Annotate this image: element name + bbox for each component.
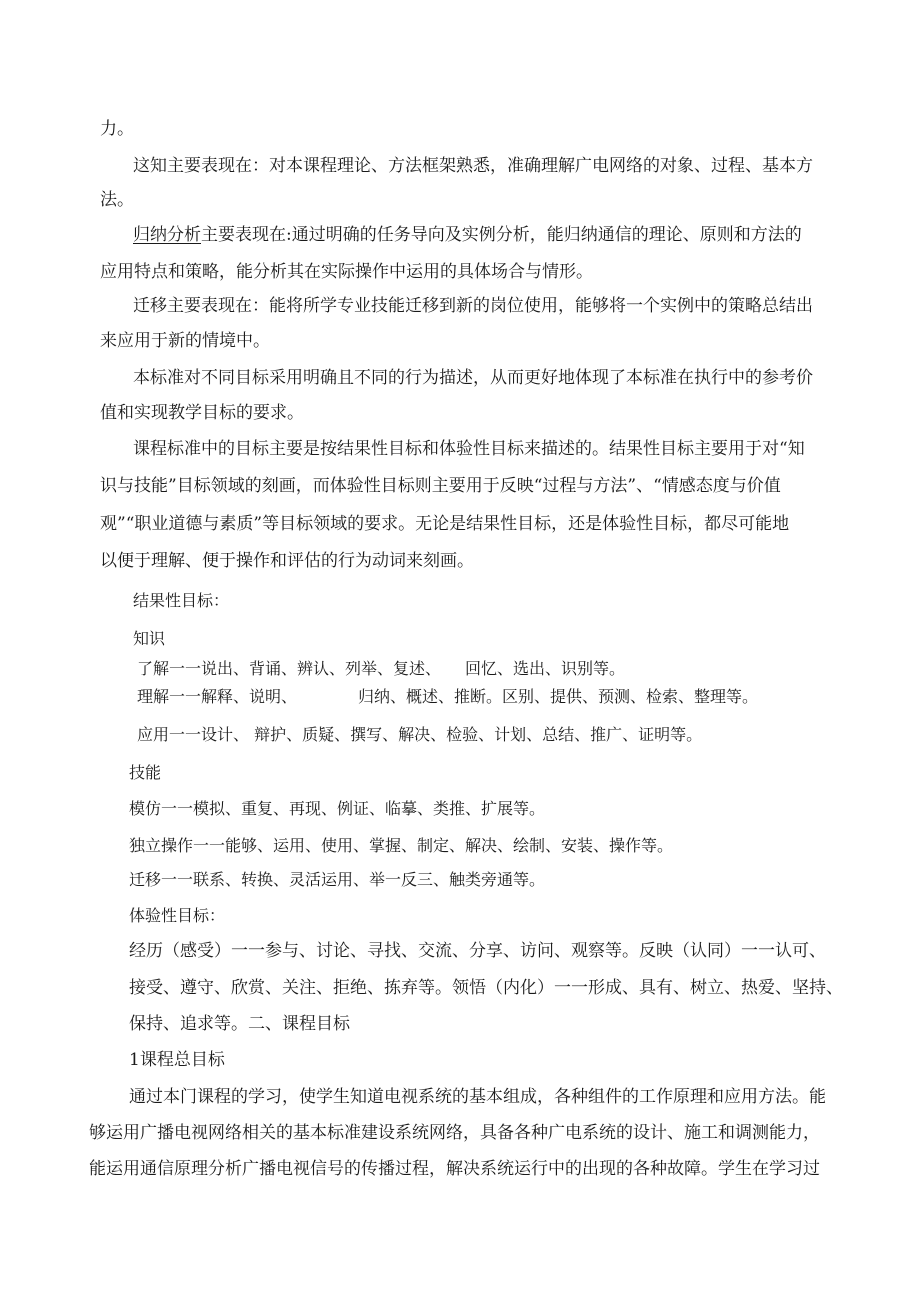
sub-heading: 知识 <box>133 629 166 648</box>
text-line: 迁移一一联系、转换、灵活运用、举一反三、触类旁通等。 <box>129 870 546 889</box>
text-line: 保持、追求等。二、课程目标 <box>129 1014 350 1034</box>
text-line: 识与技能”目标领域的刻画，而体验性目标则主要用于反映“过程与方法”、“情感态度与价值 <box>100 476 781 496</box>
text-line: 独立操作一一能够、运用、使用、掌握、制定、解决、绘制、安装、操作等。 <box>129 836 674 855</box>
text-line <box>133 224 802 246</box>
text-line: 模仿一一模拟、重复、再现、例证、临摹、类推、扩展等。 <box>129 799 546 818</box>
underlined-term: 归纳分析 <box>133 225 201 245</box>
text-line: 课程标准中的目标主要是按结果性目标和体验性目标来描述的。结果性目标主要用于对“知 <box>133 439 805 459</box>
section-heading: 体验性目标： <box>129 906 226 925</box>
text-line: 接受、遵守、欣赏、关注、拒绝、拣弃等。领悟（内化）一一形成、具有、树立、热爱、坚持、 <box>129 978 843 998</box>
text-line: 来应用于新的情境中。 <box>100 331 270 351</box>
text-line: 归纳、概述、推断。区别、提供、预测、检索、整理等。 <box>358 687 759 706</box>
sub-heading: 技能 <box>129 763 162 782</box>
text-line: 法。 <box>100 190 134 210</box>
text-line: 了解一一说出、背诵、辨认、列举、复述、 回忆、选出、识别等。 <box>137 659 626 678</box>
text-line: 观”“职业道德与素质”等目标领域的要求。无论是结果性目标，还是体验性目标，都尽可能地 <box>100 514 790 534</box>
text-span: 主要表现在:通过明确的任务导向及实例分析，能归纳通信的理论、原则和方法的 <box>201 225 802 245</box>
text-line: 力。 <box>100 119 134 139</box>
text-line: 以便于理解、便于操作和评估的行为动词来刻画。 <box>100 551 474 571</box>
section-heading: 结果性目标： <box>133 591 230 610</box>
text-line: 经历（感受）一一参与、讨论、寻找、交流、分享、访问、观察等。反映（认同）一一认可、 <box>129 941 826 961</box>
text-line: 本标准对不同目标采用明确且不同的行为描述，从而更好地体现了本标准在执行中的参考价 <box>133 368 813 388</box>
text-line: 应用一一设计、 辩护、质疑、撰写、解决、检验、计划、总结、推广、证明等。 <box>137 725 703 744</box>
text-line: 迁移主要表现在：能将所学专业技能迁移到新的岗位使用，能够将一个实例中的策略总结出 <box>133 296 813 316</box>
text-line: 够运用广播电视网络相关的基本标准建设系统网络，具备各种广电系统的设计、施工和调测能力， <box>89 1123 820 1143</box>
text-line: 应用特点和策略，能分析其在实际操作中运用的具体场合与情形。 <box>100 262 593 282</box>
text-line: 能运用通信原理分析广播电视信号的传播过程，解决系统运行中的出现的各种故障。学生在学习过 <box>89 1159 820 1179</box>
text-line: 这知主要表现在：对本课程理论、方法框架熟悉，准确理解广电网络的对象、过程、基本方 <box>133 156 813 176</box>
text-line: 值和实现教学目标的要求。 <box>100 403 304 423</box>
text-line: 理解一一解释、说明、 <box>137 687 298 706</box>
section-heading: 1课程总目标 <box>129 1050 225 1070</box>
text-line: 通过本门课程的学习，使学生知道电视系统的基本组成，各种组件的工作原理和应用方法。能 <box>129 1087 826 1107</box>
